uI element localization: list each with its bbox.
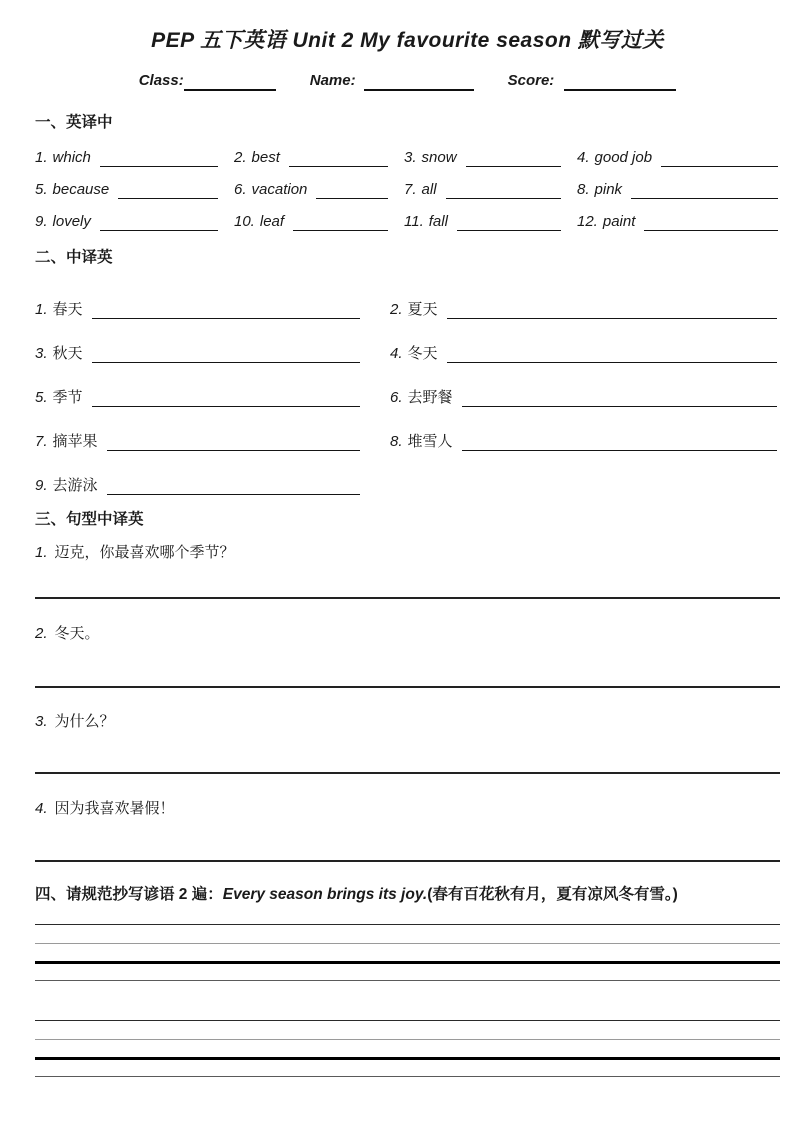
answer-blank xyxy=(92,347,360,363)
item-word: 摘苹果 xyxy=(52,434,98,450)
score-field-label: Score: xyxy=(507,72,555,89)
item-number: 5. xyxy=(35,389,48,406)
question-sentence: 因为我喜欢暑假！ xyxy=(54,801,175,817)
item-number: 10. xyxy=(234,213,255,230)
question-text xyxy=(35,711,780,733)
item-number: 11. xyxy=(404,213,424,230)
item-word: fall xyxy=(428,213,448,230)
item-number: 9. xyxy=(35,477,48,494)
answer-blank xyxy=(107,435,360,451)
section-3-heading: 三、句型中译英 xyxy=(35,511,144,528)
item-word: best xyxy=(251,149,280,166)
grid-line-mid-upper xyxy=(35,943,780,944)
answer-line xyxy=(35,860,780,862)
answer-blank xyxy=(92,391,360,407)
answer-blank xyxy=(118,183,218,199)
question-number: 1. xyxy=(35,544,48,561)
item-number: 9. xyxy=(35,213,48,230)
grid-line-baseline xyxy=(35,1057,780,1060)
section-4-heading xyxy=(35,884,780,906)
question-text xyxy=(35,798,780,820)
class-field xyxy=(139,69,276,91)
item-number: 8. xyxy=(577,181,590,198)
item-number: 6. xyxy=(234,181,247,198)
proverb-chinese-note: (春有百花秋有月，夏有凉风冬有雪。) xyxy=(427,886,678,903)
section-2-heading: 二、中译英 xyxy=(35,249,113,266)
answer-line xyxy=(35,597,780,599)
item-word: 去游泳 xyxy=(52,478,98,494)
answer-blank xyxy=(92,303,360,319)
name-field xyxy=(310,69,474,91)
item-number: 3. xyxy=(35,345,48,362)
item-number: 7. xyxy=(404,181,417,198)
item-number: 4. xyxy=(577,149,590,166)
item-word: good job xyxy=(594,149,653,166)
vocab-item-good-job xyxy=(577,139,780,171)
grid-line-bottom xyxy=(35,1076,780,1077)
item-word: 堆雪人 xyxy=(407,434,453,450)
vocab-item-which xyxy=(35,139,234,171)
item-word: 冬天 xyxy=(407,346,438,362)
writing-grid-set-2 xyxy=(35,1020,780,1077)
item-word: snow xyxy=(421,149,457,166)
answer-blank xyxy=(466,151,561,167)
question-1 xyxy=(35,542,780,599)
vocab-item-pick-apples xyxy=(35,414,390,458)
answer-blank xyxy=(644,215,778,231)
answer-blank xyxy=(293,215,388,231)
writing-grid-set-1 xyxy=(35,924,780,981)
score-blank xyxy=(564,73,676,91)
item-word: lovely xyxy=(52,213,91,230)
vocab-item-summer xyxy=(390,282,780,326)
question-number: 4. xyxy=(35,800,48,817)
item-word: 春天 xyxy=(52,302,83,318)
answer-blank xyxy=(447,347,777,363)
vocab-item-spring xyxy=(35,282,390,326)
question-4 xyxy=(35,798,780,862)
answer-blank xyxy=(100,215,218,231)
name-blank xyxy=(364,73,474,91)
item-word: which xyxy=(52,149,91,166)
item-number: 6. xyxy=(390,389,403,406)
item-word: all xyxy=(421,181,437,198)
item-number: 2. xyxy=(234,149,247,166)
answer-blank xyxy=(631,183,778,199)
header-fields-row xyxy=(35,69,780,91)
answer-blank xyxy=(100,151,218,167)
item-word: 秋天 xyxy=(52,346,83,362)
question-3 xyxy=(35,711,780,774)
item-word: 季节 xyxy=(52,390,83,406)
answer-blank xyxy=(107,479,360,495)
answer-blank xyxy=(661,151,778,167)
vocab-item-lovely xyxy=(35,203,234,235)
question-sentence: 迈克，你最喜欢哪个季节？ xyxy=(54,545,235,561)
question-number: 3. xyxy=(35,713,48,730)
item-word: 去野餐 xyxy=(407,390,453,406)
question-2 xyxy=(35,623,780,688)
proverb-english: Every season brings its joy. xyxy=(222,886,428,903)
score-field xyxy=(508,69,677,91)
item-number: 8. xyxy=(390,433,403,450)
item-number: 1. xyxy=(35,301,48,318)
question-number: 2. xyxy=(35,625,48,642)
vocab-item-season xyxy=(35,370,390,414)
answer-blank xyxy=(447,303,777,319)
answer-blank xyxy=(446,183,561,199)
item-number: 3. xyxy=(404,149,417,166)
item-word: paint xyxy=(602,213,636,230)
vocab-item-best xyxy=(234,139,404,171)
answer-blank xyxy=(462,435,777,451)
answer-blank xyxy=(462,391,777,407)
item-number: 1. xyxy=(35,149,48,166)
answer-blank xyxy=(316,183,388,199)
vocab-item-go-swimming xyxy=(35,458,390,502)
copy-instruction-label: 四、请规范抄写谚语 2 遍： xyxy=(35,886,223,903)
vocab-item-paint xyxy=(577,203,780,235)
grid-line-top xyxy=(35,924,780,925)
name-field-label: Name: xyxy=(309,72,356,89)
item-number: 5. xyxy=(35,181,48,198)
item-word: leaf xyxy=(259,213,285,230)
grid-line-baseline xyxy=(35,961,780,964)
page-title: PEP 五下英语 Unit 2 My favourite season 默写过关 xyxy=(151,29,664,52)
answer-line xyxy=(35,772,780,774)
vocab-item-pink xyxy=(577,171,780,203)
item-word: because xyxy=(52,181,110,198)
grid-line-bottom xyxy=(35,980,780,981)
answer-blank xyxy=(289,151,388,167)
vocab-item-autumn xyxy=(35,326,390,370)
item-word: vacation xyxy=(251,181,308,198)
question-sentence: 为什么？ xyxy=(54,714,115,730)
item-word: 夏天 xyxy=(407,302,438,318)
vocab-item-because xyxy=(35,171,234,203)
class-blank xyxy=(184,73,276,91)
section-1-vocab-grid xyxy=(35,139,780,235)
section-2-vocab-grid xyxy=(35,282,780,502)
item-word: pink xyxy=(594,181,623,198)
class-field-label: Class: xyxy=(138,72,184,89)
vocab-item-fall xyxy=(404,203,577,235)
question-text xyxy=(35,623,780,645)
question-sentence: 冬天。 xyxy=(54,626,100,642)
vocab-item-go-on-picnic xyxy=(390,370,780,414)
answer-blank xyxy=(457,215,561,231)
vocab-item-winter xyxy=(390,326,780,370)
vocab-item-leaf xyxy=(234,203,404,235)
section-1-heading: 一、英译中 xyxy=(35,114,113,131)
vocab-item-make-snowman xyxy=(390,414,780,458)
vocab-item-vacation xyxy=(234,171,404,203)
grid-line-mid-upper xyxy=(35,1039,780,1040)
item-number: 7. xyxy=(35,433,48,450)
item-number: 4. xyxy=(390,345,403,362)
vocab-item-snow xyxy=(404,139,577,171)
item-number: 2. xyxy=(390,301,403,318)
vocab-item-all xyxy=(404,171,577,203)
item-number: 12. xyxy=(577,213,598,230)
answer-line xyxy=(35,686,780,688)
grid-line-top xyxy=(35,1020,780,1021)
question-text xyxy=(35,542,780,564)
